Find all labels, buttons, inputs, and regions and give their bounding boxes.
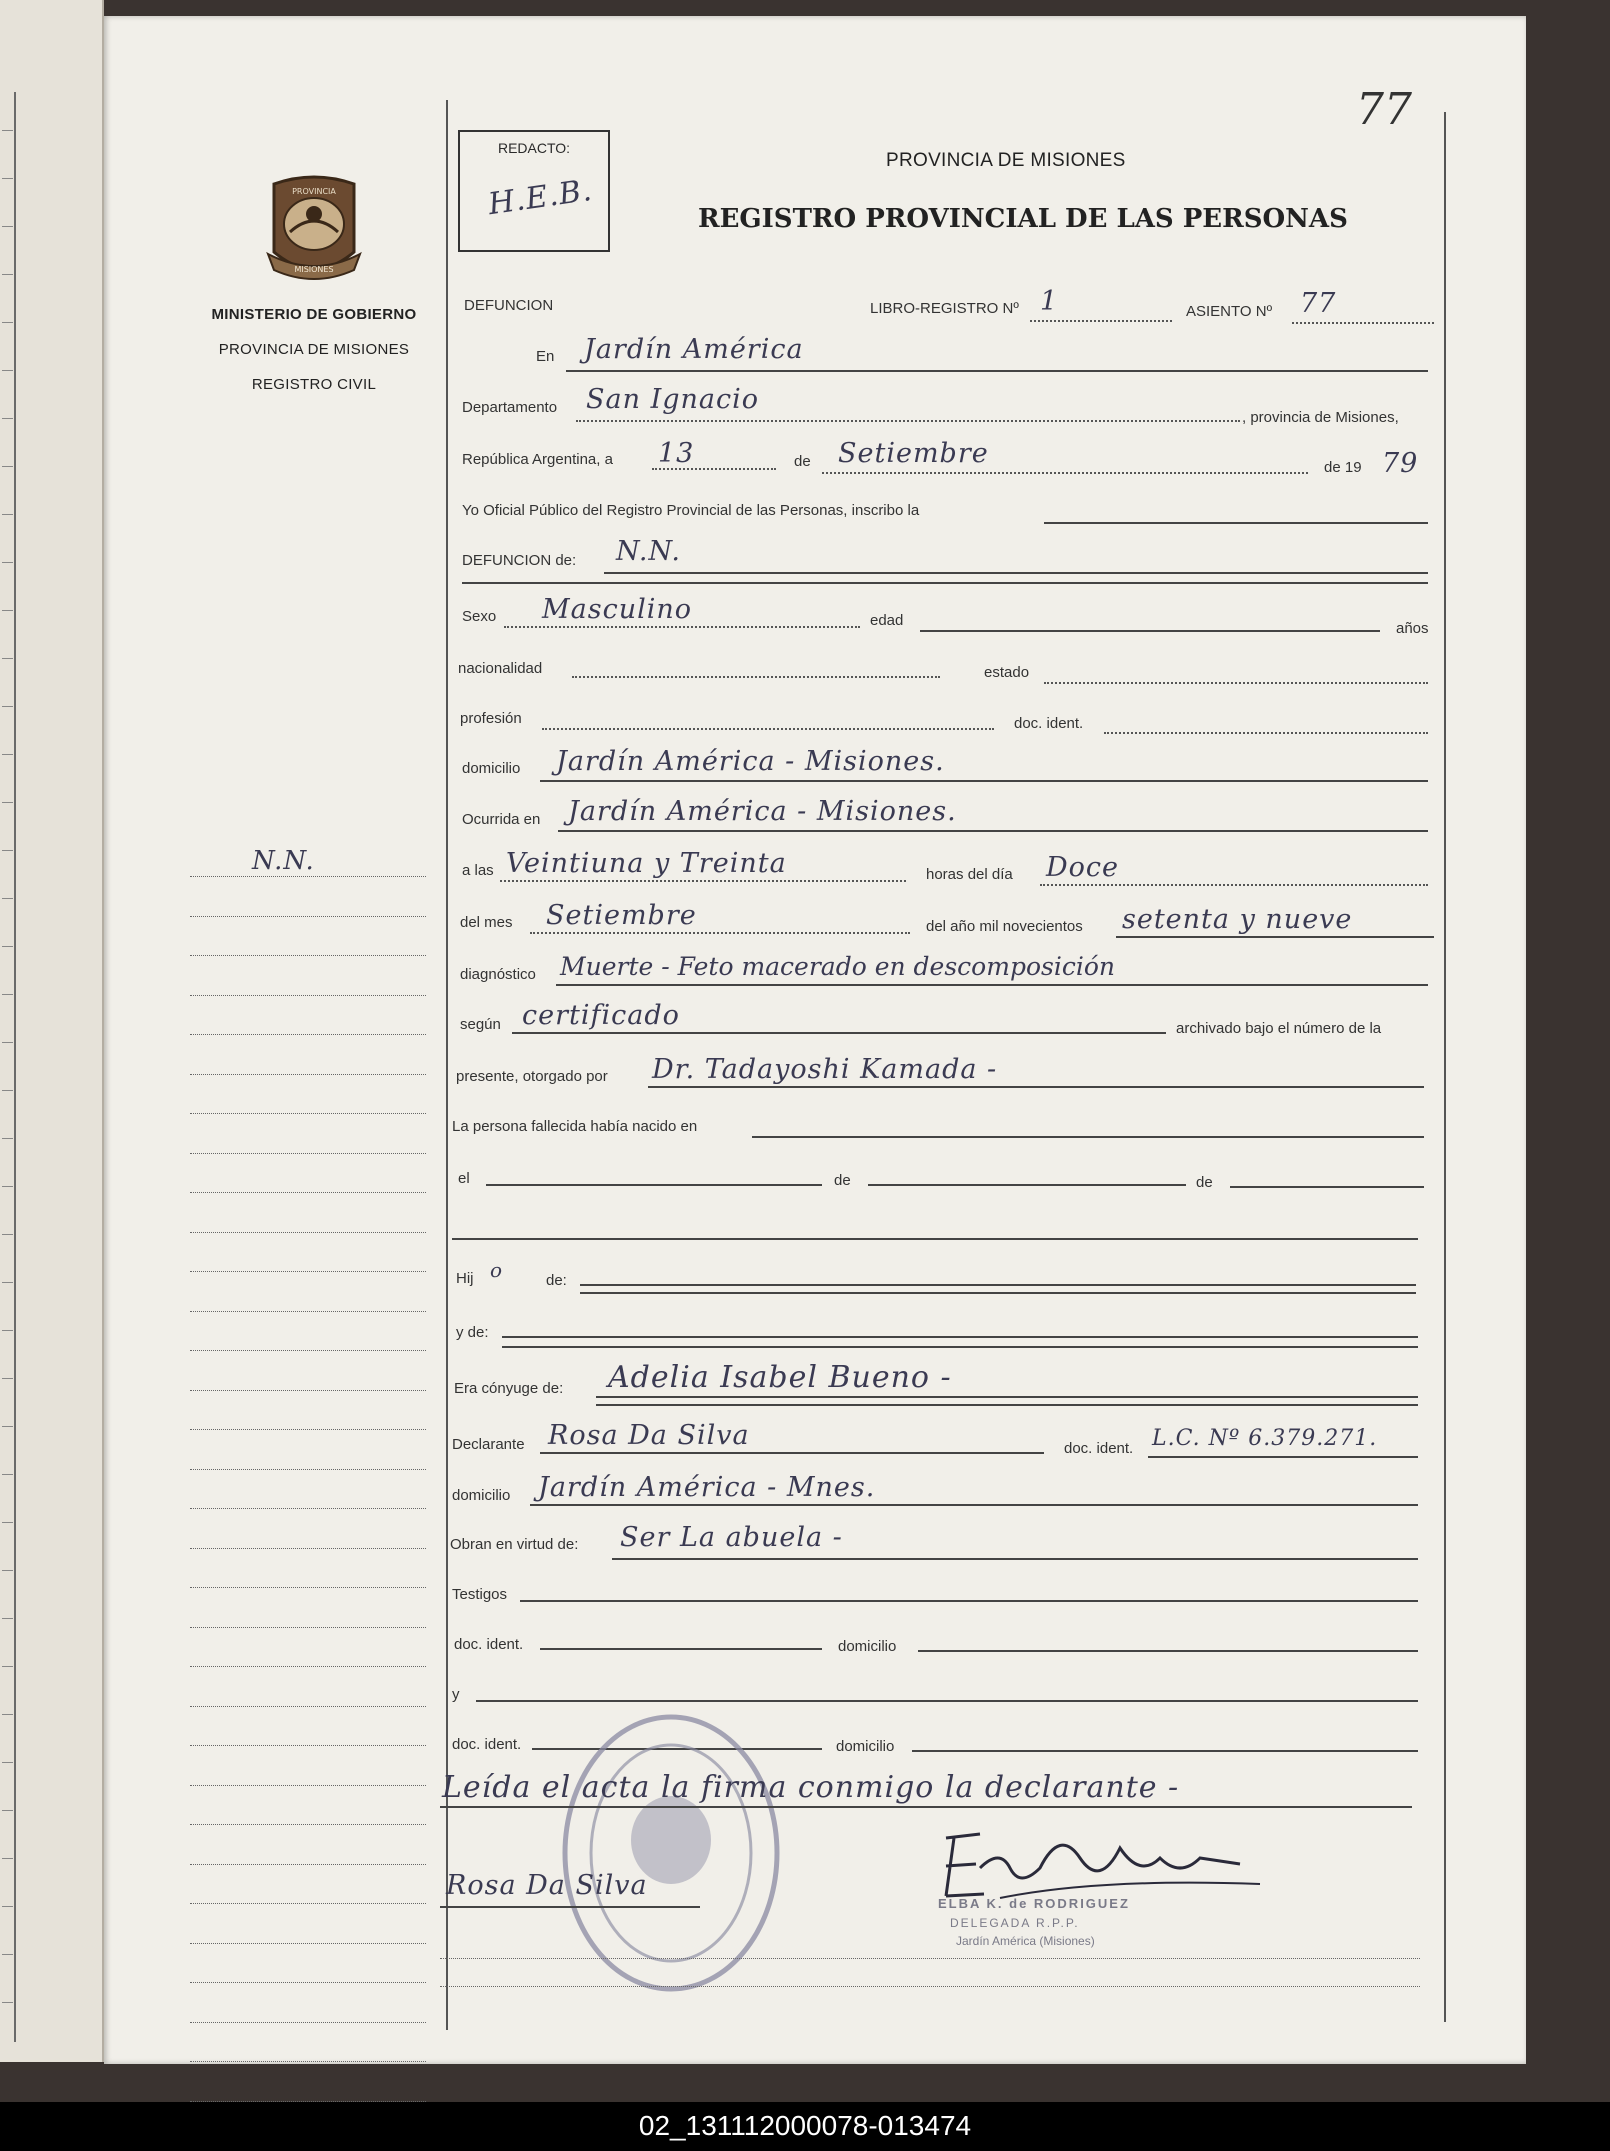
prev-page-tick bbox=[2, 1522, 13, 1523]
margin-line bbox=[190, 1745, 426, 1746]
margin-line bbox=[190, 955, 426, 956]
ocurrida-label: Ocurrida en bbox=[462, 811, 541, 828]
margin-line bbox=[190, 2061, 426, 2062]
republica-label: República Argentina, a bbox=[462, 451, 613, 468]
margin-line bbox=[190, 1548, 426, 1549]
margin-line bbox=[190, 1311, 426, 1312]
prev-page-tick bbox=[2, 514, 13, 515]
libro-value: 1 bbox=[1040, 286, 1059, 317]
margin-line bbox=[190, 916, 426, 917]
asiento-label: ASIENTO Nº bbox=[1186, 303, 1273, 320]
t-doc-label: doc. ident. bbox=[454, 1636, 524, 1653]
margin-line bbox=[190, 1232, 426, 1233]
prev-page-tick bbox=[2, 898, 13, 899]
prev-page-tick bbox=[2, 1954, 13, 1955]
prev-page-tick bbox=[2, 322, 13, 323]
prev-page-tick bbox=[2, 1138, 13, 1139]
delmes-label: del mes bbox=[460, 914, 513, 931]
prev-page-tick bbox=[2, 178, 13, 179]
prev-page-tick bbox=[2, 946, 13, 947]
dia-value: 13 bbox=[658, 438, 695, 469]
declarante-label: Declarante bbox=[452, 1436, 525, 1453]
margin-line bbox=[190, 1390, 426, 1391]
prev-page-tick bbox=[2, 1762, 13, 1763]
seal-bottom-text: MISIONES bbox=[294, 265, 334, 274]
docident-label: doc. ident. bbox=[1014, 715, 1084, 732]
t2-dom-label: domicilio bbox=[836, 1738, 895, 1755]
de19-label: de 19 bbox=[1324, 459, 1362, 476]
domicilio-value: Jardín América - Misiones. bbox=[556, 746, 945, 777]
margin-line bbox=[190, 995, 426, 996]
declarante-value: Rosa Da Silva bbox=[548, 1420, 750, 1451]
en-label: En bbox=[536, 348, 555, 365]
anios-label: años bbox=[1396, 620, 1429, 637]
y-label: y bbox=[452, 1686, 460, 1703]
alas-label: a las bbox=[462, 862, 494, 879]
margin-line bbox=[190, 1824, 426, 1825]
seal-top-text: PROVINCIA bbox=[292, 187, 336, 196]
segun-value: certificado bbox=[522, 1000, 680, 1031]
prev-page-tick bbox=[2, 370, 13, 371]
estado-label: estado bbox=[984, 664, 1030, 681]
margin-line bbox=[190, 1429, 426, 1430]
delanio-value: setenta y nueve bbox=[1122, 904, 1353, 935]
margin-line bbox=[190, 1785, 426, 1786]
margin-line bbox=[190, 1192, 426, 1193]
margin-note: N.N. bbox=[252, 846, 315, 876]
departamento-label: Departamento bbox=[462, 399, 558, 416]
t2-doc-label: doc. ident. bbox=[452, 1736, 522, 1753]
redacto-label: REDACTO: bbox=[497, 140, 571, 156]
prev-page-tick bbox=[2, 1714, 13, 1715]
right-vertical-rule bbox=[1444, 112, 1446, 2022]
ministry-name: MINISTERIO DE GOBIERNO bbox=[211, 306, 417, 323]
segun-label: según bbox=[460, 1016, 501, 1033]
t-dom-label: domicilio bbox=[838, 1638, 897, 1655]
prev-page-tick bbox=[2, 130, 13, 131]
prev-page-tick bbox=[2, 1810, 13, 1811]
margin-line bbox=[190, 1074, 426, 1075]
prev-page-tick bbox=[2, 1330, 13, 1331]
asiento-value: 77 bbox=[1300, 288, 1337, 319]
prev-page-tick bbox=[2, 1858, 13, 1859]
delanio-label: del año mil novecientos bbox=[926, 918, 1083, 935]
margin-line bbox=[190, 1864, 426, 1865]
prev-page-tick bbox=[2, 274, 13, 275]
presente-label: presente, otorgado por bbox=[456, 1068, 608, 1085]
provincia-suffix: , provincia de Misiones, bbox=[1242, 409, 1399, 426]
official-place: Jardín América (Misiones) bbox=[956, 1934, 1095, 1948]
prev-page-tick bbox=[2, 1234, 13, 1235]
decl-domicilio-value: Jardín América - Mnes. bbox=[538, 1472, 876, 1503]
margin-line bbox=[190, 1903, 426, 1904]
margin-line bbox=[190, 1706, 426, 1707]
de-a-label: de bbox=[834, 1172, 851, 1189]
prev-page-tick bbox=[2, 1042, 13, 1043]
diagnostico-value: Muerte - Feto macerado en descomposición bbox=[560, 952, 1115, 981]
sexo-label: Sexo bbox=[462, 608, 497, 625]
ministry-province: PROVINCIA DE MISIONES bbox=[218, 341, 410, 358]
delmes-value: Setiembre bbox=[546, 900, 697, 931]
margin-line bbox=[190, 1469, 426, 1470]
act-type: DEFUNCION bbox=[464, 297, 554, 314]
redacto-box bbox=[458, 130, 610, 252]
testigos-label: Testigos bbox=[452, 1586, 508, 1603]
prev-page-tick bbox=[2, 994, 13, 995]
margin-line bbox=[190, 1587, 426, 1588]
prev-page-tick bbox=[2, 754, 13, 755]
margin-line bbox=[190, 1113, 426, 1114]
diagnostico-label: diagnóstico bbox=[460, 966, 536, 983]
sexo-value: Masculino bbox=[542, 594, 693, 625]
hij-label: Hij bbox=[456, 1270, 474, 1287]
horas-label: horas del día bbox=[926, 866, 1013, 883]
previous-page-edge bbox=[0, 0, 104, 2062]
prev-page-tick bbox=[2, 1474, 13, 1475]
footer-id: 02_131112000078-013474 bbox=[638, 2110, 972, 2141]
prev-page-tick bbox=[2, 1090, 13, 1091]
margin-line bbox=[190, 1350, 426, 1351]
obran-value: Ser La abuela - bbox=[620, 1522, 843, 1553]
nacido-label: La persona fallecida había nacido en bbox=[452, 1118, 698, 1135]
de-label: de bbox=[794, 453, 811, 470]
archivado-label: archivado bajo el número de la bbox=[1176, 1020, 1382, 1037]
edad-label: edad bbox=[870, 612, 904, 629]
mes-value: Setiembre bbox=[838, 438, 989, 469]
obran-label: Obran en virtud de: bbox=[450, 1536, 579, 1553]
ministry-registry: REGISTRO CIVIL bbox=[251, 376, 377, 393]
redacto-value: H.E.B. bbox=[486, 172, 595, 223]
conyuge-label: Era cónyuge de: bbox=[454, 1380, 564, 1397]
prev-page-tick bbox=[2, 1378, 13, 1379]
prev-page-tick bbox=[2, 466, 13, 467]
profesion-label: profesión bbox=[460, 710, 522, 727]
prev-page-tick bbox=[2, 658, 13, 659]
official-name: ELBA K. de RODRIGUEZ bbox=[938, 1896, 1130, 1911]
defuncion-label: DEFUNCION de: bbox=[462, 552, 577, 569]
libro-label: LIBRO-REGISTRO Nº bbox=[870, 300, 1019, 317]
alas-value: Veintiuna y Treinta bbox=[506, 848, 787, 879]
margin-line bbox=[190, 1666, 426, 1667]
nacionalidad-label: nacionalidad bbox=[458, 660, 543, 677]
closing-text: Leída el acta la firma conmigo la declarante - bbox=[442, 1770, 1180, 1805]
prev-page-tick bbox=[2, 1426, 13, 1427]
page-number: 77 bbox=[1356, 84, 1412, 135]
prev-page-tick bbox=[2, 562, 13, 563]
margin-line bbox=[190, 1153, 426, 1154]
margin-line bbox=[190, 1508, 426, 1509]
registry-stamp bbox=[558, 1710, 784, 1996]
registry-title: REGISTRO PROVINCIAL DE LAS PERSONAS bbox=[698, 204, 1348, 234]
dia-suceso-value: Doce bbox=[1046, 852, 1120, 883]
prev-page-tick bbox=[2, 1666, 13, 1667]
margin-line bbox=[190, 1627, 426, 1628]
margin-line bbox=[190, 2022, 426, 2023]
margin-line bbox=[190, 876, 426, 877]
prev-page-tick bbox=[2, 802, 13, 803]
declarante-doc-label: doc. ident. bbox=[1064, 1440, 1134, 1457]
province-header: PROVINCIA DE MISIONES bbox=[886, 150, 1126, 171]
margin-line bbox=[190, 1034, 426, 1035]
en-value: Jardín América bbox=[584, 334, 804, 365]
domicilio-label: domicilio bbox=[462, 760, 521, 777]
prev-page-tick bbox=[2, 2002, 13, 2003]
ocurrida-value: Jardín América - Misiones. bbox=[568, 796, 957, 827]
anio-value: 79 bbox=[1382, 448, 1419, 479]
left-vertical-rule bbox=[446, 100, 448, 2030]
prev-page-tick bbox=[2, 706, 13, 707]
official-role: DELEGADA R.P.P. bbox=[950, 1916, 1080, 1930]
prev-page-tick bbox=[2, 1186, 13, 1187]
oficial-text: Yo Oficial Público del Registro Provincial de las Personas, inscribo la bbox=[462, 502, 920, 519]
coat-of-arms-seal bbox=[262, 174, 366, 286]
prev-page-tick bbox=[2, 850, 13, 851]
yde-label: y de: bbox=[456, 1324, 489, 1341]
prev-page-tick bbox=[2, 610, 13, 611]
de-b-label: de bbox=[1196, 1174, 1213, 1191]
prev-page-tick bbox=[2, 1282, 13, 1283]
prev-page-tick bbox=[2, 418, 13, 419]
declarante-doc-value: L.C. Nº 6.379.271. bbox=[1152, 1426, 1378, 1451]
el-label: el bbox=[458, 1170, 470, 1187]
presente-value: Dr. Tadayoshi Kamada - bbox=[652, 1054, 998, 1085]
departamento-value: San Ignacio bbox=[586, 384, 760, 415]
margin-line bbox=[190, 1271, 426, 1272]
declarant-signature: Rosa Da Silva bbox=[446, 1870, 648, 1901]
hij-de-label: de: bbox=[546, 1272, 567, 1289]
margin-line bbox=[190, 1982, 426, 1983]
prev-page-tick bbox=[2, 1618, 13, 1619]
conyuge-value: Adelia Isabel Bueno - bbox=[608, 1360, 952, 1395]
prev-page-tick bbox=[2, 1906, 13, 1907]
defuncion-value: N.N. bbox=[616, 536, 681, 567]
margin-line bbox=[190, 1943, 426, 1944]
decl-domicilio-label: domicilio bbox=[452, 1487, 511, 1504]
prev-page-tick bbox=[2, 1570, 13, 1571]
hij-suffix: o bbox=[490, 1258, 504, 1282]
prev-page-tick bbox=[2, 226, 13, 227]
